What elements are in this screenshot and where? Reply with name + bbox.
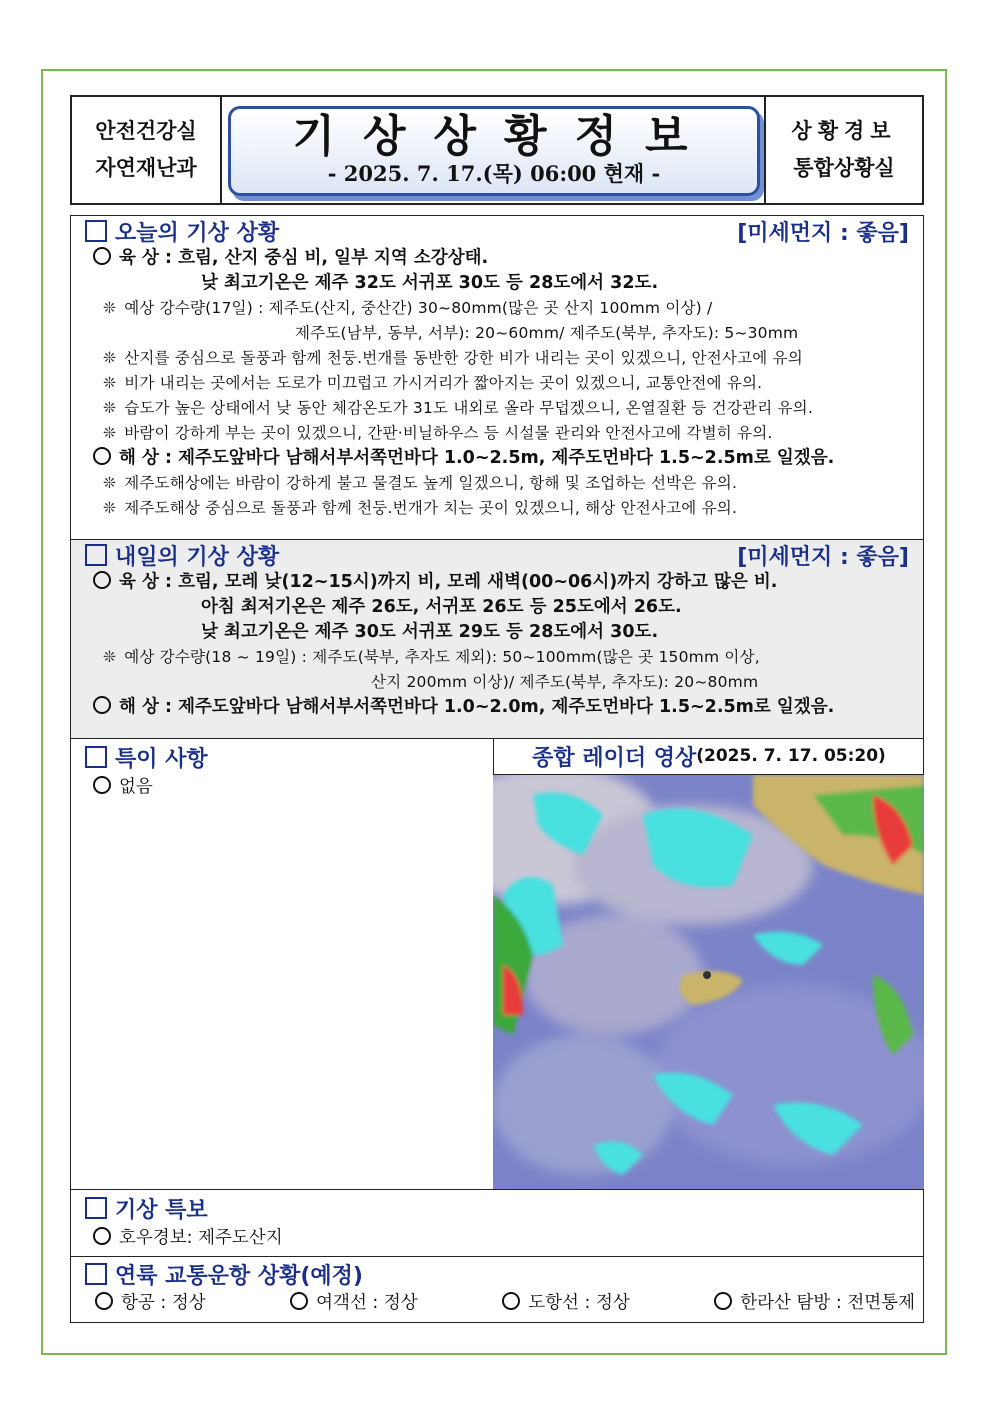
title-banner [228, 106, 760, 196]
report-date: - 2025. 7. 17.(목) 06:00 현재 - [327, 161, 661, 186]
checkbox-icon [85, 746, 107, 768]
tomorrow-sea: 해 상 : 제주도앞바다 남해서부서쪽먼바다 1.0~2.0m, 제주도먼바다 1.5~2.5m로 일겠음. [71, 695, 923, 720]
checkbox-icon [85, 544, 107, 566]
office-line2: 통합상황실 [793, 156, 895, 180]
today-dust: [미세먼지 : 좋음] [737, 220, 909, 246]
circle-bullet-icon [95, 1292, 113, 1310]
circle-bullet-icon [502, 1292, 520, 1310]
circle-bullet-icon [714, 1292, 732, 1310]
header [70, 95, 924, 205]
tomorrow-dust: [미세먼지 : 좋음] [737, 544, 909, 570]
checkbox-icon [85, 1197, 107, 1219]
radar-caption [493, 738, 924, 775]
office-box [764, 97, 922, 203]
circle-bullet-icon [93, 247, 111, 265]
today-note: ❊ 습도가 높은 상태에서 낮 동안 체감온도가 31도 내외로 올라 무덥겠으니, 온열질환 등 건강관리 유의. [103, 399, 813, 417]
today-sea: 해 상 : 제주도앞바다 남해서부서쪽먼바다 1.0~2.5m, 제주도먼바다 1.5~2.5m로 일겠음. [71, 446, 923, 471]
traffic-air: 항공 : 정상 [95, 1291, 206, 1316]
asterisk-icon: ❊ [103, 399, 117, 417]
traffic-heading [71, 1257, 923, 1291]
asterisk-icon: ❊ [103, 474, 117, 492]
today-land: 육 상 : 흐림, 산지 중심 비, 일부 지역 소강상태. [71, 246, 923, 271]
circle-bullet-icon [93, 776, 111, 794]
special-item: 없음 [71, 775, 923, 800]
tomorrow-heading [71, 540, 923, 570]
jeju-marker-icon [703, 971, 711, 979]
tomorrow-land-max: 낮 최고기온은 제주 30도 서귀포 29도 등 28도에서 30도. [201, 622, 659, 642]
traffic-status-row [71, 1291, 923, 1316]
circle-bullet-icon [93, 1227, 111, 1245]
circle-bullet-icon [290, 1292, 308, 1310]
today-section [70, 215, 924, 540]
warning-section [70, 1189, 924, 1257]
traffic-island: 도항선 : 정상 [502, 1291, 630, 1316]
today-sea-note: ❊ 제주도해상에는 바람이 강하게 불고 물결도 높게 일겠으니, 항해 및 조업하는 선박은 유의. [103, 474, 738, 492]
department-box [72, 97, 222, 203]
radar-image [493, 775, 924, 1189]
today-note: ❊ 비가 내리는 곳에서는 도로가 미끄럽고 가시거리가 짧아지는 곳이 있겠으니, 교통안전에 유의. [103, 374, 763, 392]
tomorrow-land-min: 아침 최저기온은 제주 26도, 서귀포 26도 등 25도에서 26도. [201, 597, 682, 617]
today-land-temp: 낮 최고기온은 제주 32도 서귀포 30도 등 28도에서 32도. [201, 273, 659, 293]
today-rain-cont: 제주도(남부, 동부, 서부): 20~60mm/ 제주도(북부, 추자도): 5~30mm [295, 324, 799, 342]
asterisk-icon: ❊ [103, 424, 117, 442]
today-sea-note: ❊ 제주도해상 중심으로 돌풍과 함께 천둥.번개가 치는 곳이 있겠으니, 해상 안전사고에 유의. [103, 499, 738, 517]
warning-heading [71, 1190, 923, 1226]
traffic-title: 연륙 교통운항 상황(예정) [115, 1263, 363, 1289]
circle-bullet-icon [93, 571, 111, 589]
checkbox-icon [85, 1263, 107, 1285]
today-title: 오늘의 기상 상황 [115, 220, 280, 246]
office-line1: 상황경보 [791, 119, 897, 143]
department-line1: 안전건강실 [95, 119, 197, 143]
asterisk-icon: ❊ [103, 374, 117, 392]
tomorrow-rain: ❊ 예상 강수량(18 ~ 19일) : 제주도(북부, 추자도 제외): 50~100mm(많은 곳 150mm 이상, [103, 648, 760, 666]
special-title: 특이 사항 [115, 746, 208, 772]
circle-bullet-icon [93, 447, 111, 465]
tomorrow-section [70, 539, 924, 739]
today-heading [71, 216, 923, 246]
today-note: ❊ 바람이 강하게 부는 곳이 있겠으니, 간판·비닐하우스 등 시설물 관리와 안전사고에 각별히 유의. [103, 424, 773, 442]
tomorrow-rain-cont: 산지 200mm 이상)/ 제주도(북부, 추자도): 20~80mm [371, 673, 759, 691]
today-note: ❊ 산지를 중심으로 돌풍과 함께 천둥.번개를 동반한 강한 비가 내리는 곳이 있겠으니, 안전사고에 유의 [103, 349, 803, 367]
radar-title: 종합 레이더 영상 [532, 745, 697, 771]
tomorrow-land: 육 상 : 흐림, 모레 낮(12~15시)까지 비, 모레 새벽(00~06시)까지 강하고 많은 비. [71, 570, 923, 595]
asterisk-icon: ❊ [103, 648, 117, 666]
asterisk-icon: ❊ [103, 299, 117, 317]
traffic-ferry: 여객선 : 정상 [290, 1291, 418, 1316]
today-rain: ❊ 예상 강수량(17일) : 제주도(산지, 중산간) 30~80mm(많은 곳 산지 100mm 이상) / [103, 299, 713, 317]
circle-bullet-icon [93, 696, 111, 714]
traffic-section [70, 1256, 924, 1323]
checkbox-icon [85, 220, 107, 242]
tomorrow-title: 내일의 기상 상황 [115, 544, 280, 570]
asterisk-icon: ❊ [103, 499, 117, 517]
traffic-hallasan: 한라산 탐방 : 전면통제 [714, 1291, 915, 1316]
warning-title: 기상 특보 [115, 1197, 208, 1223]
asterisk-icon: ❊ [103, 349, 117, 367]
radar-map [493, 775, 924, 1189]
page-title: 기상상황정보 [292, 111, 716, 162]
department-line2: 자연재난과 [95, 156, 197, 180]
radar-time: (2025. 7. 17. 05:20) [696, 746, 886, 766]
warning-item: 호우경보: 제주도산지 [71, 1226, 923, 1251]
